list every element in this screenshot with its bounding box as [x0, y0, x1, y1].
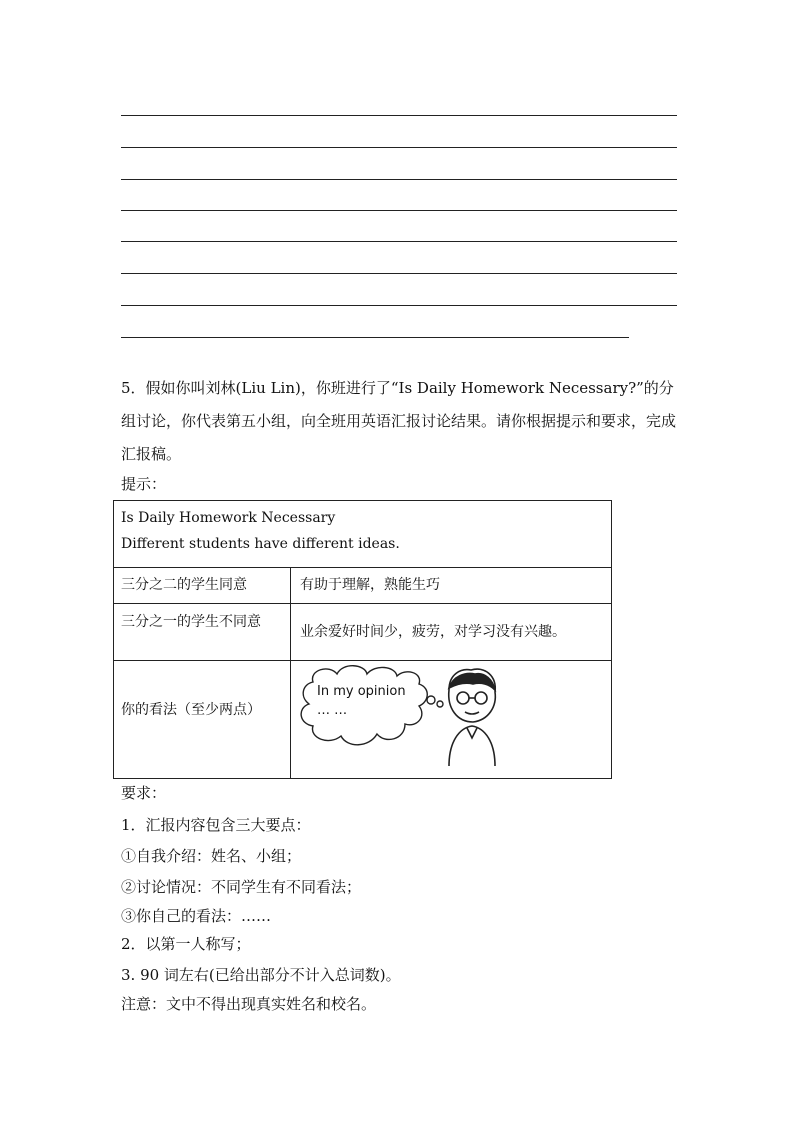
table-row-right: 有助于理解，熟能生巧	[300, 577, 440, 593]
writing-line	[121, 273, 677, 274]
table-divider	[114, 567, 611, 568]
requirement-item: 2．以第一人称写；	[121, 935, 251, 953]
writing-line	[121, 179, 677, 180]
table-row-left: 三分之一的学生不同意	[121, 614, 261, 630]
table-subtitle: Different students have different ideas.	[121, 536, 400, 552]
requirement-item: 1．汇报内容包含三大要点：	[121, 816, 311, 834]
table-title: Is Daily Homework Necessary	[121, 510, 336, 526]
hint-label: 提示：	[121, 475, 167, 493]
hint-table	[113, 500, 612, 779]
table-divider	[114, 660, 611, 661]
writing-line	[121, 115, 677, 116]
table-column-divider	[290, 567, 291, 779]
note-text: 注意：文中不得出现真实姓名和校名。	[121, 995, 377, 1013]
table-row-left: 三分之二的学生同意	[121, 577, 247, 593]
table-divider	[114, 603, 611, 604]
bubble-text: In my opinion	[317, 684, 406, 699]
requirement-item: ①自我介绍：姓名、小组；	[121, 847, 302, 865]
writing-line	[121, 147, 677, 148]
thinking-boy-illustration	[299, 662, 611, 778]
writing-line	[121, 305, 677, 306]
requirement-item: ②讨论情况：不同学生有不同看法；	[121, 878, 362, 896]
question-paragraph: 5．假如你叫刘林(Liu Lin)，你班进行了“Is Daily Homework Necessary?”的分组讨论，你代表第五小组，向全班用英语汇报讨论结果。请你根据提示和要求，完成汇报稿。	[121, 379, 677, 463]
writing-line	[121, 337, 629, 338]
bubble-ellipsis: … …	[317, 703, 348, 718]
writing-line	[121, 241, 677, 242]
requirement-item: 3. 90 词左右(已给出部分不计入总词数)。	[121, 966, 401, 984]
requirement-item: ③你自己的看法：……	[121, 907, 272, 925]
writing-line	[121, 210, 677, 211]
requirements-label: 要求：	[121, 784, 167, 802]
table-row-right: 业余爱好时间少，疲劳，对学习没有兴趣。	[300, 624, 566, 640]
boy-cartoon-icon	[449, 669, 496, 766]
table-row-left: 你的看法（至少两点）	[121, 702, 261, 718]
